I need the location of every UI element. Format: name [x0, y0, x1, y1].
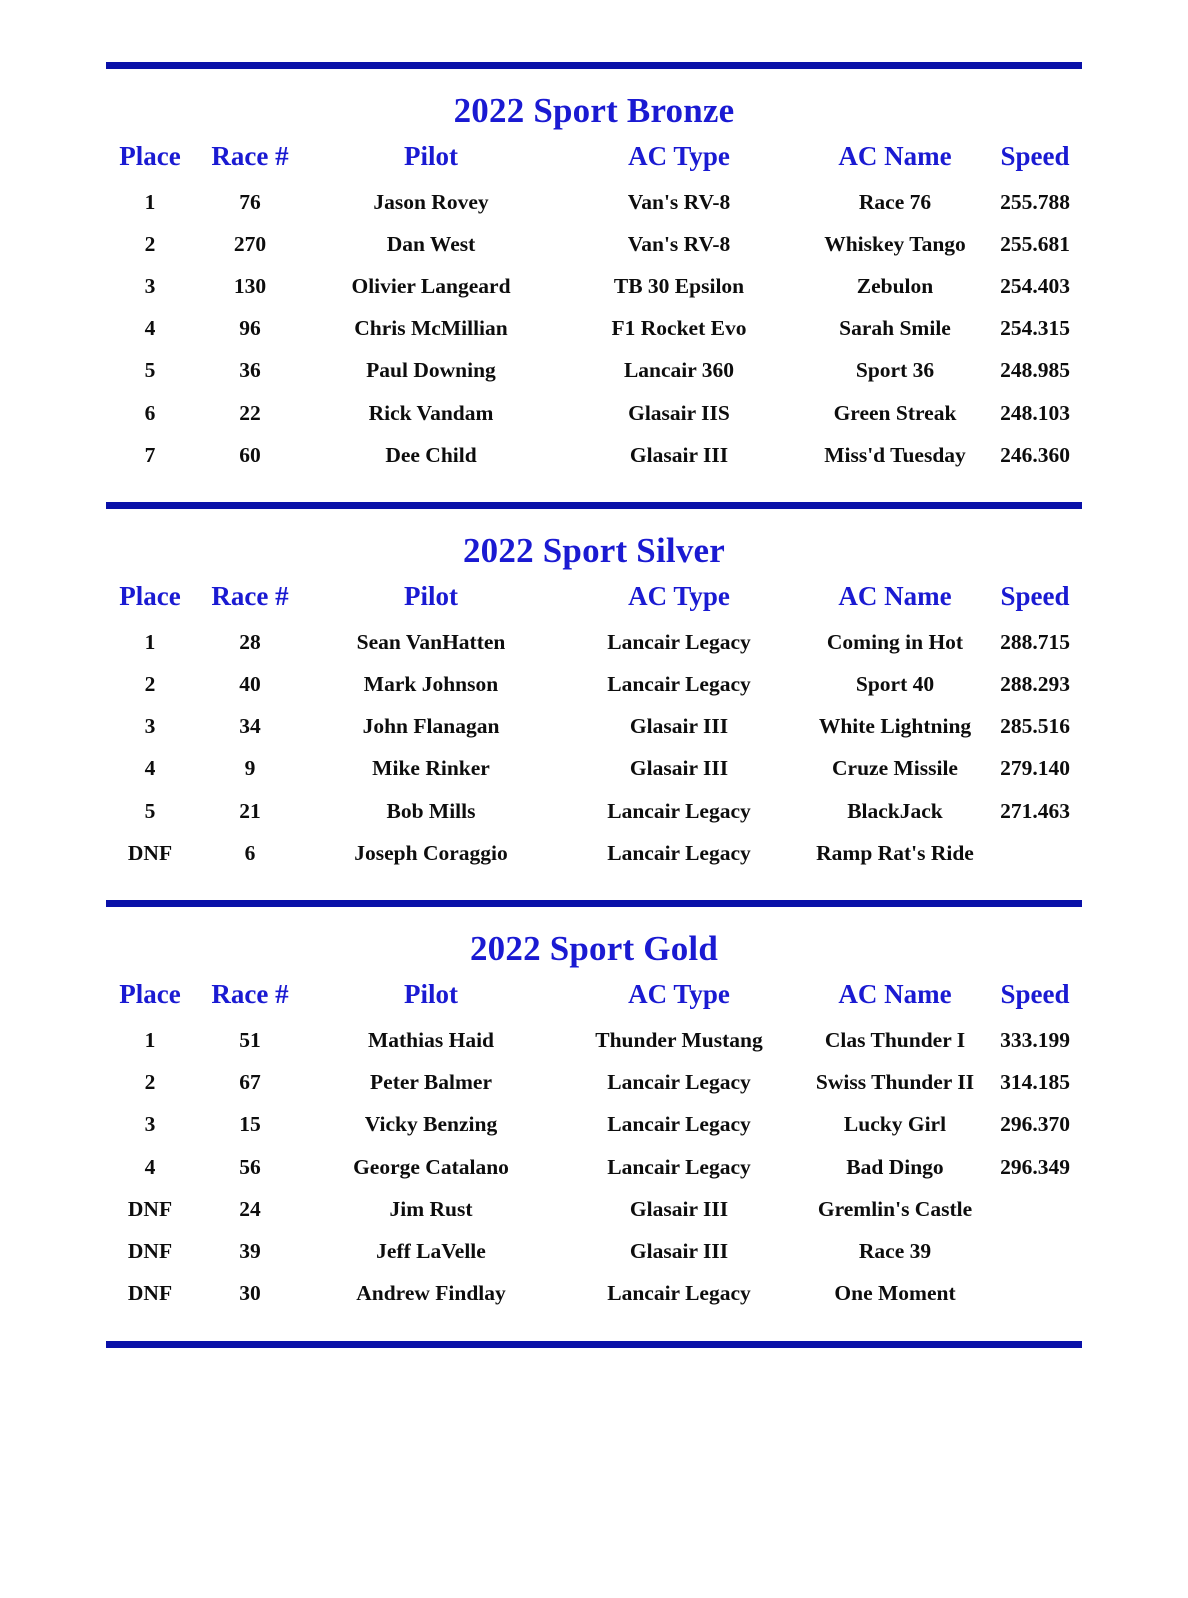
column-header-pilot: Pilot [404, 141, 458, 171]
cell-ac-type: Lancair Legacy [607, 1281, 751, 1306]
cell-race: 28 [239, 629, 261, 654]
cell-place: DNF [127, 1196, 173, 1221]
cell-ac-type: F1 Rocket Evo [611, 316, 747, 341]
results-table [106, 979, 1082, 1314]
column-header-speed: Speed [1000, 141, 1070, 171]
table-header-row [106, 979, 1082, 1019]
table-row [106, 1019, 1082, 1061]
cell-place: 1 [144, 189, 156, 214]
results-body-bronze [106, 181, 1082, 476]
cell-pilot: Mike Rinker [372, 756, 490, 781]
cell-speed: 248.103 [1000, 400, 1070, 425]
divider-silver-gold [106, 900, 1082, 907]
cell-ac-type: Thunder Mustang [595, 1028, 763, 1053]
cell-speed [988, 1230, 1082, 1272]
cell-speed: 288.293 [1000, 672, 1070, 697]
table-header-row [106, 141, 1082, 181]
cell-pilot: Dan West [386, 231, 476, 256]
table-row [106, 1188, 1082, 1230]
table-row [106, 181, 1082, 223]
cell-place: 2 [144, 1070, 156, 1095]
cell-speed: 255.681 [1000, 231, 1070, 256]
cell-pilot: Rick Vandam [368, 400, 494, 425]
cell-speed: 248.985 [1000, 358, 1070, 383]
cell-ac-type: Lancair Legacy [607, 840, 751, 865]
cell-race: 76 [239, 189, 261, 214]
cell-place: 1 [144, 629, 156, 654]
cell-ac-name: Sarah Smile [839, 316, 951, 341]
cell-speed: 279.140 [1000, 756, 1070, 781]
cell-race: 21 [239, 798, 261, 823]
cell-ac-name: Zebulon [856, 273, 934, 298]
cell-speed: 246.360 [1000, 442, 1070, 467]
cell-race: 51 [239, 1028, 261, 1053]
cell-place: DNF [127, 1281, 173, 1306]
section-sport-gold [106, 929, 1082, 1326]
cell-place: DNF [127, 840, 173, 865]
divider-top [106, 62, 1082, 69]
cell-ac-name: Lucky Girl [843, 1112, 947, 1137]
cell-ac-name: Gremlin's Castle [817, 1196, 973, 1221]
column-header-speed: Speed [1000, 979, 1070, 1010]
cell-speed: 271.463 [1000, 798, 1070, 823]
cell-place: 5 [144, 798, 156, 823]
column-header-pilot: Pilot [404, 979, 458, 1010]
cell-ac-type: Glasair III [629, 714, 729, 739]
cell-race: 22 [239, 400, 261, 425]
cell-pilot: Mark Johnson [363, 672, 499, 697]
cell-place: 2 [144, 672, 156, 697]
table-row [106, 748, 1082, 790]
table-row [106, 308, 1082, 350]
column-header-place: Place [119, 979, 181, 1010]
cell-race: 34 [239, 714, 261, 739]
cell-ac-name: Whiskey Tango [824, 231, 966, 256]
cell-race: 270 [233, 231, 267, 256]
cell-pilot: Peter Balmer [370, 1070, 492, 1095]
cell-ac-name: White Lightning [818, 714, 972, 739]
cell-place: DNF [127, 1238, 173, 1263]
cell-race: 30 [239, 1281, 261, 1306]
cell-speed: 255.788 [1000, 189, 1070, 214]
cell-speed [988, 1188, 1082, 1230]
divider-bronze-silver [106, 502, 1082, 509]
cell-ac-type: Lancair Legacy [607, 629, 751, 654]
table-row [106, 1146, 1082, 1188]
cell-ac-type: Glasair III [629, 1238, 729, 1263]
race-results-page [0, 62, 1188, 1598]
section-title: 2022 Sport Bronze [453, 91, 735, 130]
column-header-race: Race # [211, 581, 289, 612]
cell-ac-type: Glasair III [629, 1196, 729, 1221]
cell-ac-name: Race 76 [858, 189, 932, 214]
section-title: 2022 Sport Gold [469, 929, 719, 969]
cell-speed: 333.199 [1000, 1028, 1070, 1053]
cell-pilot: Jeff LaVelle [376, 1238, 486, 1263]
table-row [106, 265, 1082, 307]
section-title: 2022 Sport Silver [462, 531, 725, 571]
cell-pilot: George Catalano [353, 1154, 509, 1179]
cell-speed [988, 832, 1082, 874]
results-body-silver [106, 621, 1082, 874]
cell-race: 40 [239, 672, 261, 697]
cell-ac-type: Lancair Legacy [607, 1154, 751, 1179]
column-header-race: Race # [211, 141, 289, 171]
cell-speed: 296.349 [1000, 1154, 1070, 1179]
cell-pilot: John Flanagan [362, 714, 500, 739]
cell-race: 39 [239, 1238, 261, 1263]
cell-speed: 296.370 [1000, 1112, 1070, 1137]
cell-ac-type: Glasair III [629, 442, 729, 467]
table-row [106, 1273, 1082, 1315]
cell-ac-name: Race 39 [858, 1238, 932, 1263]
table-row [106, 832, 1082, 874]
cell-place: 3 [144, 1112, 156, 1137]
cell-ac-type: Glasair III [629, 756, 729, 781]
cell-race: 130 [233, 273, 267, 298]
cell-place: 4 [144, 316, 156, 341]
cell-place: 1 [144, 1028, 156, 1053]
cell-ac-name: BlackJack [847, 798, 943, 823]
column-header-race: Race # [211, 979, 289, 1010]
results-body-gold [106, 1019, 1082, 1314]
table-header-row [106, 581, 1082, 621]
column-header-place: Place [119, 141, 181, 171]
cell-ac-name: Coming in Hot [826, 629, 964, 654]
cell-ac-type: Van's RV-8 [627, 189, 731, 214]
cell-race: 96 [239, 316, 261, 341]
cell-speed: 285.516 [1000, 714, 1070, 739]
cell-speed: 254.403 [1000, 273, 1070, 298]
table-row [106, 434, 1082, 476]
column-header-ac-type: AC Type [628, 141, 730, 171]
column-header-ac-name: AC Name [838, 581, 952, 612]
cell-ac-type: Lancair Legacy [607, 1112, 751, 1137]
cell-pilot: Joseph Coraggio [354, 840, 508, 865]
table-row [106, 1230, 1082, 1272]
cell-race: 24 [239, 1196, 261, 1221]
cell-speed: 314.185 [1000, 1070, 1070, 1095]
cell-ac-type: Van's RV-8 [627, 231, 731, 256]
column-header-ac-name: AC Name [838, 979, 952, 1010]
section-sport-silver [106, 531, 1082, 886]
table-row [106, 1062, 1082, 1104]
cell-ac-type: TB 30 Epsilon [613, 273, 745, 298]
cell-place: 7 [144, 442, 156, 467]
cell-place: 3 [144, 273, 156, 298]
column-header-ac-type: AC Type [628, 581, 730, 612]
cell-race: 36 [239, 358, 261, 383]
cell-pilot: Paul Downing [366, 358, 496, 383]
cell-ac-name: Green Streak [833, 400, 957, 425]
cell-ac-name: Swiss Thunder II [815, 1070, 975, 1095]
cell-pilot: Sean VanHatten [356, 629, 506, 654]
cell-pilot: Mathias Haid [367, 1028, 495, 1053]
cell-ac-name: Ramp Rat's Ride [816, 840, 974, 865]
table-row [106, 223, 1082, 265]
divider-bottom [106, 1341, 1082, 1348]
cell-race: 67 [239, 1070, 261, 1095]
cell-pilot: Bob Mills [386, 798, 476, 823]
table-row [106, 621, 1082, 663]
table-row [106, 1104, 1082, 1146]
column-header-pilot: Pilot [404, 581, 458, 612]
column-header-place: Place [119, 581, 181, 612]
cell-ac-type: Glasair IIS [628, 400, 730, 425]
cell-ac-name: Clas Thunder I [824, 1028, 966, 1053]
cell-ac-name: Sport 36 [855, 358, 935, 383]
table-row [106, 790, 1082, 832]
cell-race: 9 [244, 756, 256, 781]
cell-ac-name: Miss'd Tuesday [824, 442, 966, 467]
cell-race: 56 [239, 1154, 261, 1179]
cell-place: 3 [144, 714, 156, 739]
cell-place: 4 [144, 1154, 156, 1179]
cell-speed: 254.315 [1000, 316, 1070, 341]
cell-pilot: Jason Rovey [373, 189, 489, 214]
table-row [106, 664, 1082, 706]
table-row [106, 706, 1082, 748]
cell-race: 15 [239, 1112, 261, 1137]
cell-speed: 288.715 [1000, 629, 1070, 654]
cell-place: 5 [144, 358, 156, 383]
cell-pilot: Vicky Benzing [364, 1112, 498, 1137]
table-row [106, 392, 1082, 434]
cell-pilot: Dee Child [385, 442, 477, 467]
cell-pilot: Andrew Findlay [356, 1281, 506, 1306]
cell-pilot: Chris McMillian [354, 316, 508, 341]
cell-ac-type: Lancair Legacy [607, 1070, 751, 1095]
cell-ac-name: One Moment [834, 1281, 956, 1306]
results-table [106, 581, 1082, 874]
cell-ac-type: Lancair Legacy [607, 672, 751, 697]
cell-speed [988, 1273, 1082, 1315]
column-header-ac-name: AC Name [838, 141, 952, 171]
cell-place: 4 [144, 756, 156, 781]
results-table [106, 141, 1082, 476]
cell-ac-name: Sport 40 [855, 672, 935, 697]
column-header-speed: Speed [1000, 581, 1070, 612]
cell-ac-name: Cruze Missile [832, 756, 958, 781]
section-sport-bronze [106, 91, 1082, 488]
cell-ac-type: Lancair Legacy [607, 798, 751, 823]
cell-race: 6 [244, 840, 256, 865]
cell-race: 60 [239, 442, 261, 467]
cell-pilot: Jim Rust [389, 1196, 473, 1221]
column-header-ac-type: AC Type [628, 979, 730, 1010]
cell-place: 2 [144, 231, 156, 256]
cell-ac-type: Lancair 360 [623, 358, 735, 383]
table-row [106, 350, 1082, 392]
cell-ac-name: Bad Dingo [846, 1154, 944, 1179]
cell-place: 6 [144, 400, 156, 425]
cell-pilot: Olivier Langeard [351, 273, 511, 298]
